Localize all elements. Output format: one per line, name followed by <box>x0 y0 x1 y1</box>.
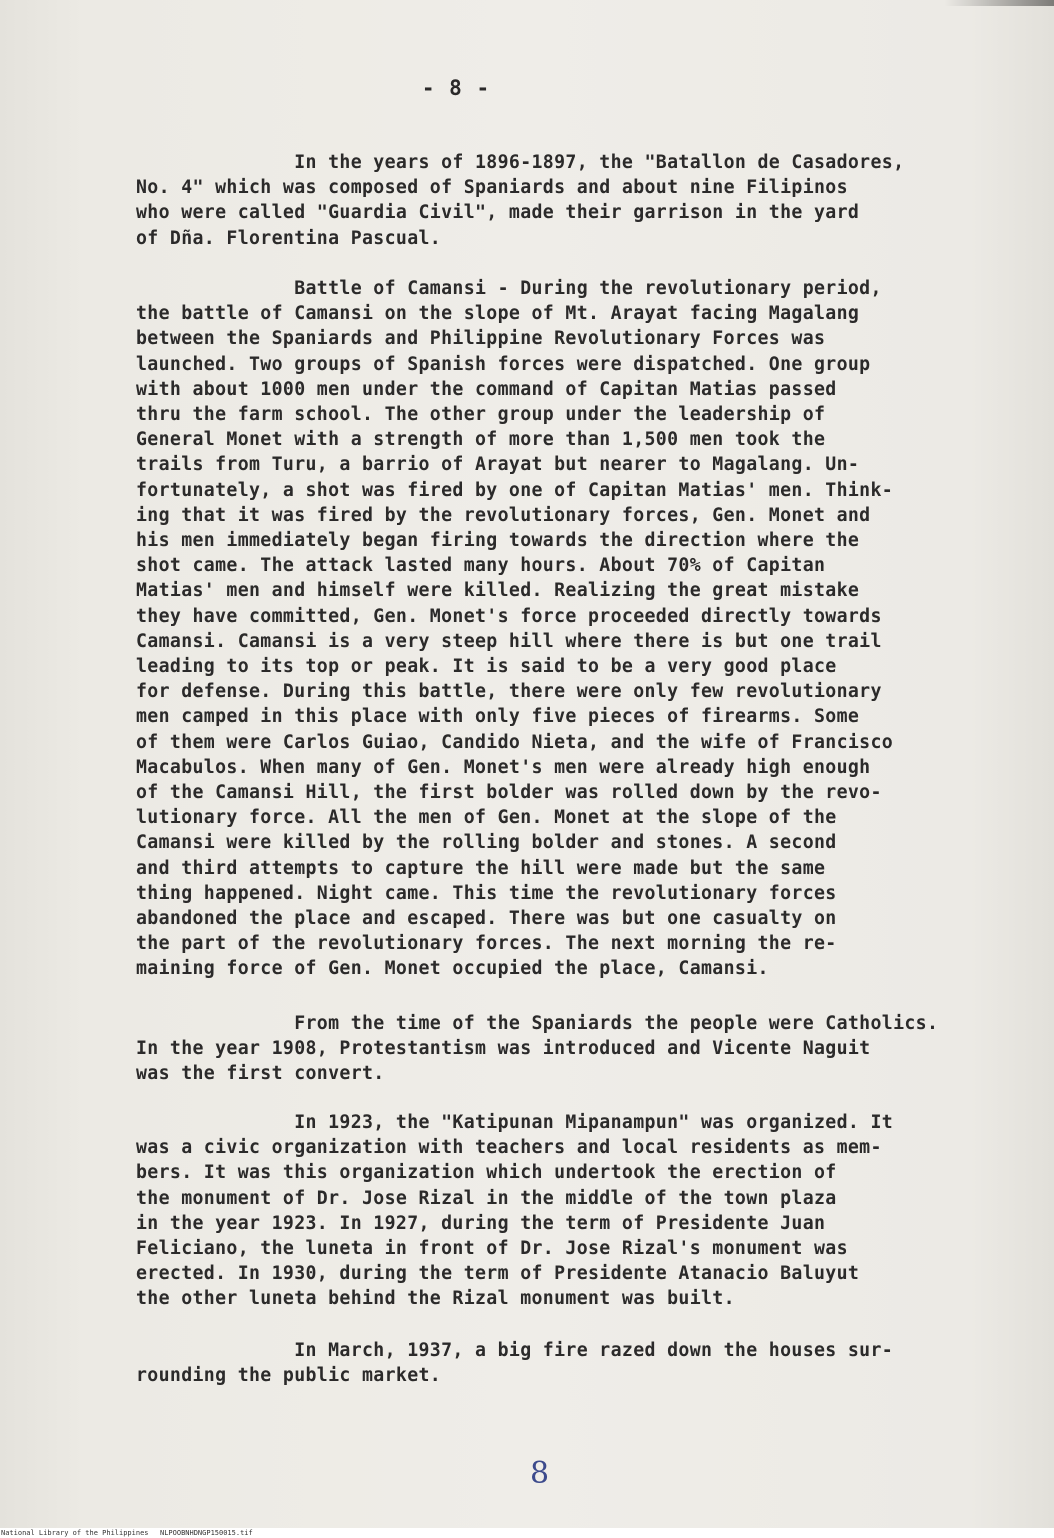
scan-footer-strip <box>0 1528 1054 1538</box>
paragraph-battle-of-camansi: Battle of Camansi - During the revolutionary period, the battle of Camansi on the slope of Mt. Arayat facing Magalang between the Spaniards and Philippine Revolutionary Forces was launched. Two groups of Spanish forces were dispatched. One group with about 1000 men under the command of Capitan Matias passed thru the farm school. The other group under the leadership of General Monet with a strength of more than 1,500 men took the trails from Turu, a barrio of Arayat but nearer to Magalang. Un- fortunately, a shot was fired by one of Capitan Matias' men. Think- ing that it was fired by the revolutionary forces, Gen. Monet and his men immediately began firing towards the direction where the shot came. The attack lasted many hours. About 70% of Capitan Matias' men and himself were killed. Realizing the great mistake they have committed, Gen. Monet's force proceeded directly towards Camansi. Camansi is a very steep hill where there is but one trail leading to its top or peak. It is said to be a very good place for defense. During this battle, there were only few revolutionary men camped in this place with only five pieces of firearms. Some of them were Carlos Guiao, Candido Nieta, and the wife of Francisco Macabulos. When many of Gen. Monet's men were already high enough of the Camansi Hill, the first bolder was rolled down by the revo- lutionary force. All the men of Gen. Monet at the slope of the Camansi were killed by the rolling bolder and stones. A second and third attempts to capture the hill were made but the same thing happened. Night came. This time the revolutionary forces abandoned the place and escaped. There was but one casualty on the part of the revolutionary forces. The next morning the re- maining force of Gen. Monet occupied the place, Camansi. <box>136 278 894 980</box>
paragraph-batallon: In the years of 1896-1897, the "Batallon de Casadores, No. 4" which was composed of Spaniards and about nine Filipinos who were called "Guardia Civil", made their garrison in the yard of Dña. Florentina Pascual. <box>136 152 905 249</box>
handwritten-page-number: 8 <box>530 1456 550 1491</box>
paragraph-fire-1937: In March, 1937, a big fire razed down the houses sur- rounding the public market. <box>136 1340 894 1387</box>
footer-library-name: National Library of the Philippines <box>1 1529 149 1537</box>
footer-file-id: NLPOOBNHDNGP150015.tif <box>160 1529 253 1537</box>
scan-edge-shadow <box>944 0 1054 6</box>
page-number-header: - 8 - <box>421 76 491 100</box>
paragraph-religion: From the time of the Spaniards the people were Catholics. In the year 1908, Protestantism was introduced and Vicente Naguit was the first convert. <box>136 1013 939 1085</box>
paragraph-katipunan: In 1923, the "Katipunan Mipanampun" was organized. It was a civic organization with teachers and local residents as mem- bers. It was this organization which undertook the erection of the monument of Dr. Jose Rizal in the middle of the town plaza in the year 1923. In 1927, during the term of Presidente Juan Feliciano, the luneta in front of Dr. Jose Rizal's monument was erected. In 1930, during the term of Presidente Atanacio Baluyut the other luneta behind the Rizal monument was built. <box>136 1112 894 1310</box>
